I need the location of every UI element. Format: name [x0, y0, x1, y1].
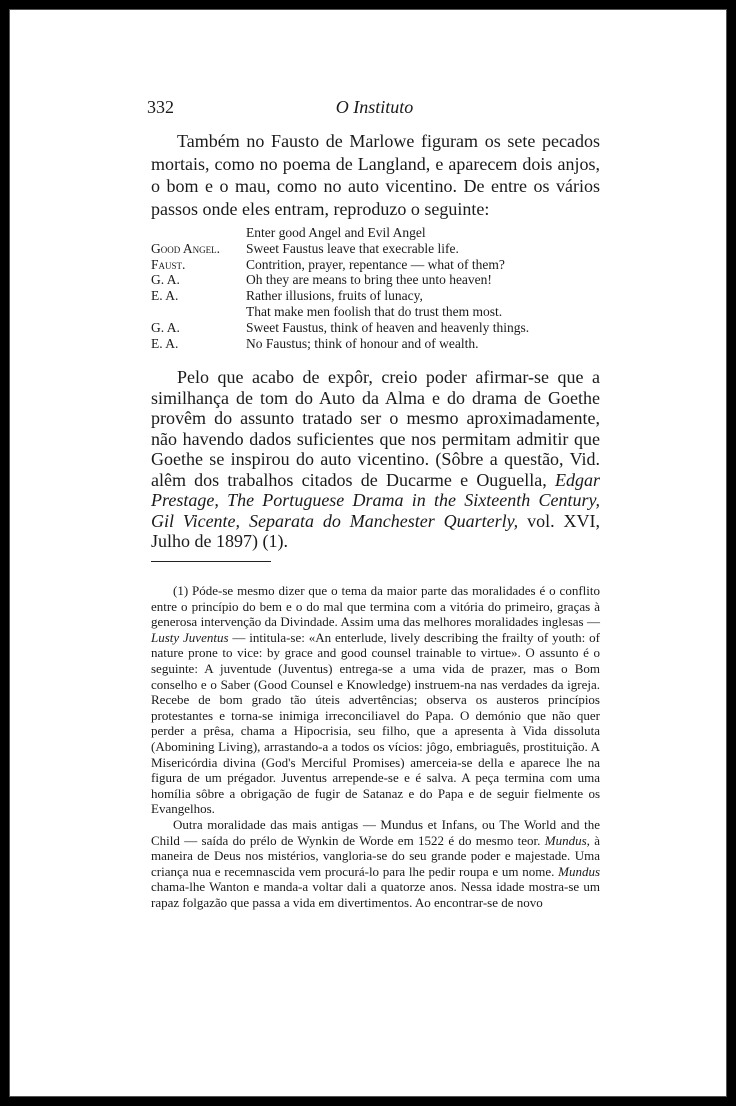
stage-direction-line	[151, 225, 606, 241]
line-text: That make men foolish that do trust them most.	[246, 303, 503, 319]
line-text: Contrition, prayer, repentance — what of them?	[246, 256, 505, 272]
footnote-paragraph: Outra moralidade das mais antigas — Mundus et Infans, ou The World and the Child — saída do prélo de Wynkin de Worde em 1522 é do mesmo teor. Mundus, à maneira de Deus nos mistérios, vangloria-se do seu grande poder e majestade. Uma criança nua e recemnascida vem procurá-lo para lhe pedir roupa e um nome. Mundus chama-lhe Wanton e manda-a voltar dali a quatorze anos. Nessa idade mostra-se um rapaz folgazão que passa a vida em divertimentos. Ao encontrar-se de novo	[151, 816, 600, 910]
intro-paragraph: Também no Fausto de Marlowe figuram os sete pecados mortais, como no poema de Langland, e aparecem dois anjos, o bom e o mau, como no auto vicentino. De entre os vários passos onde eles entram, reproduzo o seguinte:	[151, 131, 600, 219]
dialogue-line	[151, 304, 606, 320]
citation-italic: Edgar Prestage, The Portuguese Drama in the Sixteenth Century, Gil Vicente, Separata do Manchester Quarterly,	[151, 469, 600, 531]
dialogue-line	[151, 257, 606, 273]
speaker: G. A.	[151, 319, 180, 335]
body-paragraph	[151, 367, 600, 552]
line-text: Oh they are means to bring thee unto heaven!	[246, 272, 492, 288]
page-header	[147, 97, 602, 121]
work-title: Mundus	[558, 863, 600, 879]
speaker	[151, 304, 246, 320]
dialogue-line	[151, 272, 606, 288]
book-page	[9, 9, 727, 1097]
speaker: Faust.	[151, 256, 186, 272]
line-text: Sweet Faustus leave that execrable life.	[246, 240, 459, 256]
dialogue-line	[151, 336, 606, 352]
stage-direction: Enter good Angel and Evil Angel	[246, 225, 426, 240]
dialogue-line	[151, 241, 606, 257]
line-text: Sweet Faustus, think of heaven and heavenly things.	[246, 319, 530, 335]
speaker: E. A.	[151, 288, 179, 304]
line-text: No Faustus; think of honour and of wealth.	[246, 335, 479, 351]
paragraph-text: Pelo que acabo de expôr, creio poder afirmar-se que a similhança de tom do Auto da Alma e do drama de Goethe provêm do assunto tratado ser o mesmo aproximadamente, não havendo dados suficientes que nos permitam admitir que Goethe se inspirou do auto vicentino. (Sôbre a questão, Vid. alêm dos trabalhos citados de Ducarme e Ouguella,	[151, 367, 600, 490]
speaker: G. A.	[151, 272, 180, 288]
line-text: Rather illusions, fruits of lunacy,	[246, 288, 423, 304]
work-title: Mundus,	[544, 832, 590, 848]
dialogue-line	[151, 320, 606, 336]
speaker: Good Angel.	[151, 240, 220, 256]
play-quotation	[151, 225, 606, 351]
dialogue-line	[151, 288, 606, 304]
footnote-divider	[151, 561, 271, 562]
speaker: E. A.	[151, 335, 179, 351]
running-title: O Instituto	[335, 97, 414, 117]
paragraph-text-end: vol. XVI, Julho de 1897) (1).	[151, 510, 600, 551]
footnote-paragraph: (1) Póde-se mesmo dizer que o tema da maior parte das moralidades é o conflito entre o princípio do bem e o do mal que termina com a vitória do primeiro, graças à generosa intervenção da Divindade. Assim uma das melhores moralidades inglesas — Lusty Juventus — intitula-se: «An enterlude, lively describing the frailty of youth: of nature prone to vice: by grace and good counsel trainable to virtue». O assunto é o seguinte: A juventude (Juventus) entrega-se a uma vida de prazer, mas o Bom conselho e o Saber (Good Counsel e Knowledge) instruem-na nas verdades da igreja. Recebe de bom grado tão úteis advertências; observa os austeros princípios protestantes e torna-se inimiga irreconciliavel do Papa. O demónio que não quer perder a prêsa, chama a Hipocrisia, seu filho, que a apresenta à Vida dissoluta (Abomining Living), arrastando-a a todos os vícios: jôgo, embriaguês, prostituição. A Misericórdia divina (God's Merciful Promises) amerceia-se della e aparece lhe na figura de um prégador. Juventus arrepende-se e é salva. A peça termina com uma homília sôbre a obrigação de fugir de Satanaz e do Papa e de seguir fielmente os Evangelhos.	[151, 583, 600, 817]
work-title: Lusty Juventus	[151, 629, 229, 645]
page-number: 332	[147, 97, 174, 117]
footnote	[151, 583, 600, 910]
